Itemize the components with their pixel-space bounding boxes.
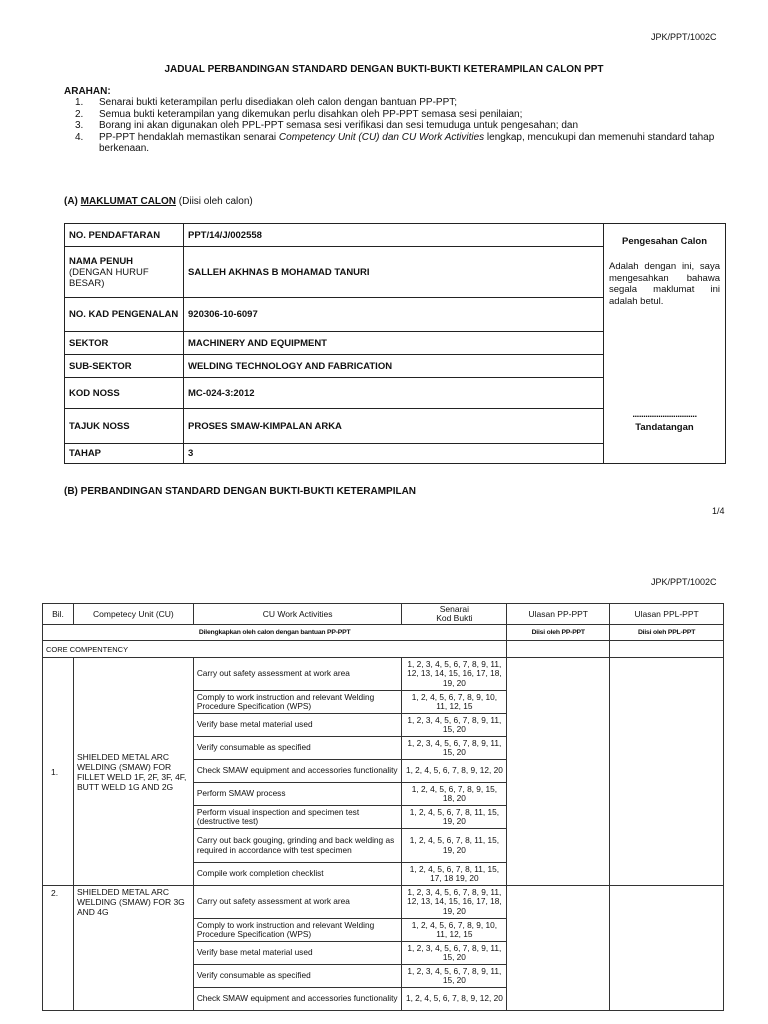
section-a-title: MAKLUMAT CALON xyxy=(80,196,177,207)
subheader-row xyxy=(43,625,724,641)
instruction-number: 4. xyxy=(75,131,84,143)
header-kod-line2: Kod Bukti xyxy=(436,613,473,623)
field-label: TAJUK NOSS xyxy=(65,409,184,444)
field-value[interactable]: PROSES SMAW-KIMPALAN ARKA xyxy=(184,409,604,444)
section-a-note: (Diisi oleh calon) xyxy=(176,196,253,207)
field-label-sub: (DENGAN HURUF BESAR) xyxy=(69,266,149,289)
doc-reference: JPK/PPT/1002C xyxy=(651,577,717,587)
header-cu: Competecy Unit (CU) xyxy=(73,604,193,625)
evidence-codes: 1, 2, 4, 5, 6, 7, 8, 11, 15, 19, 20 xyxy=(402,829,507,863)
instruction-number: 1. xyxy=(75,97,84,108)
page-number: 1/4 xyxy=(712,506,725,516)
confirmation-heading: Pengesahan Calon xyxy=(622,236,707,247)
evidence-codes: 1, 2, 4, 5, 6, 7, 8, 9, 10, 11, 12, 15 xyxy=(402,691,507,714)
field-label: NO. KAD PENGENALAN xyxy=(65,298,184,332)
field-value[interactable]: MC-024-3:2012 xyxy=(184,378,604,409)
field-value[interactable]: SALLEH AKHNAS B MOHAMAD TANURI xyxy=(184,247,604,298)
section-b-heading: (B) PERBANDINGAN STANDARD DENGAN BUKTI-BUKTI KETERAMPILAN xyxy=(64,486,417,497)
table-row xyxy=(43,886,724,919)
section-a-heading xyxy=(64,196,253,207)
ulasan-pp-cell[interactable] xyxy=(507,886,610,1011)
instruction-text xyxy=(95,132,724,155)
work-activity: Check SMAW equipment and accessories functionality xyxy=(193,760,402,783)
work-activity: Verify consumable as specified xyxy=(193,737,402,760)
header-ulasan-ppl: Ulasan PPL-PPT xyxy=(610,604,724,625)
subheader-pp: Diisi oleh PP-PPT xyxy=(507,625,610,641)
field-value[interactable]: 920306-10-6097 xyxy=(184,298,604,332)
field-value[interactable]: PPT/14/J/002558 xyxy=(184,224,604,247)
field-label-main: NAMA PENUH xyxy=(69,255,134,267)
evidence-codes: 1, 2, 3, 4, 5, 6, 7, 8, 9, 11, 12, 13, 14, 15, 16, 17, 18, 19, 20 xyxy=(402,886,507,919)
instruction-text-pre: PP-PPT hendaklah memastikan senarai xyxy=(99,131,279,143)
instruction-item xyxy=(64,120,724,132)
competency-table xyxy=(42,603,724,1011)
unit-number: 2. xyxy=(43,886,74,1011)
evidence-codes: 1, 2, 3, 4, 5, 6, 7, 8, 9, 11, 15, 20 xyxy=(402,942,507,965)
evidence-codes: 1, 2, 3, 4, 5, 6, 7, 8, 9, 11, 12, 13, 14, 15, 16, 17, 18, 19, 20 xyxy=(402,658,507,691)
core-row xyxy=(43,641,724,658)
evidence-codes: 1, 2, 3, 4, 5, 6, 7, 8, 9, 11, 15, 20 xyxy=(402,714,507,737)
work-activity: Verify base metal material used xyxy=(193,714,402,737)
instruction-item xyxy=(64,109,724,121)
evidence-codes: 1, 2, 4, 5, 6, 7, 8, 9, 15, 18, 20 xyxy=(402,783,507,806)
field-value[interactable]: WELDING TECHNOLOGY AND FABRICATION xyxy=(184,355,604,378)
work-activity: Verify base metal material used xyxy=(193,942,402,965)
instruction-number: 2. xyxy=(75,108,84,120)
ulasan-ppl-cell[interactable] xyxy=(610,886,724,1011)
ulasan-pp-cell[interactable] xyxy=(507,641,610,658)
core-competency-label: CORE COMPENTENCY xyxy=(43,641,507,658)
work-activity: Comply to work instruction and relevant Welding Procedure Specification (WPS) xyxy=(193,919,402,942)
instruction-text-post: lengkap, mencukupi dan memenuhi standard tahap berkenaan. xyxy=(99,131,715,154)
section-a-prefix: (A) xyxy=(64,196,81,207)
competency-unit: SHIELDED METAL ARC WELDING (SMAW) FOR FILLET WELD 1F, 2F, 3F, 4F, BUTT WELD 1G AND 2G xyxy=(73,658,193,886)
instruction-text: Borang ini akan digunakan oleh PPL-PPT semasa sesi verifikasi dan sesi temuduga untuk pengesahan; dan xyxy=(99,120,579,131)
header-kod-bukti xyxy=(402,604,507,625)
field-value[interactable]: MACHINERY AND EQUIPMENT xyxy=(184,332,604,355)
ulasan-ppl-cell[interactable] xyxy=(610,658,724,886)
ulasan-pp-cell[interactable] xyxy=(507,658,610,886)
field-label: KOD NOSS xyxy=(65,378,184,409)
candidate-info-table xyxy=(64,223,726,464)
subheader-ppl: Diisi oleh PPL-PPT xyxy=(610,625,724,641)
doc-reference: JPK/PPT/1002C xyxy=(651,32,717,42)
evidence-codes: 1, 2, 4, 5, 6, 7, 8, 9, 12, 20 xyxy=(402,760,507,783)
header-kod-line1: Senarai xyxy=(439,604,470,614)
field-label: SUB-SEKTOR xyxy=(65,355,184,378)
field-label: SEKTOR xyxy=(65,332,184,355)
evidence-codes: 1, 2, 4, 5, 6, 7, 8, 9, 12, 20 xyxy=(402,988,507,1011)
work-activity: Compile work completion checklist xyxy=(193,863,402,886)
evidence-codes: 1, 2, 4, 5, 6, 7, 8, 11, 15, 17, 18 19, 20 xyxy=(402,863,507,886)
instruction-item xyxy=(64,97,724,109)
work-activity: Carry out back gouging, grinding and back welding as required in accordance with test specimen xyxy=(193,829,402,863)
confirmation-text: Adalah dengan ini, saya mengesahkan bahawa segala maklumat ini adalah betul. xyxy=(609,261,720,307)
signature-label: Tandatangan xyxy=(635,422,694,433)
work-activity: Comply to work instruction and relevant Welding Procedure Specification (WPS) xyxy=(193,691,402,714)
table-row xyxy=(43,658,724,691)
instruction-text: Semua bukti keterampilan yang dikemukan perlu disahkan oleh PP-PPT semasa sesi penilaian; xyxy=(99,108,523,120)
work-activity: Perform SMAW process xyxy=(193,783,402,806)
instruction-text-italic: Competency Unit (CU) dan CU Work Activities xyxy=(278,131,485,143)
unit-number: 1. xyxy=(43,658,74,886)
document-title: JADUAL PERBANDINGAN STANDARD DENGAN BUKTI-BUKTI KETERAMPILAN CALON PPT xyxy=(164,64,604,75)
signature-line[interactable]: .............................. xyxy=(632,409,697,420)
header-row xyxy=(43,604,724,625)
instruction-text: Senarai bukti keterampilan perlu disediakan oleh calon dengan bantuan PP-PPT; xyxy=(99,97,458,108)
evidence-codes: 1, 2, 3, 4, 5, 6, 7, 8, 9, 11, 15, 20 xyxy=(402,737,507,760)
field-label xyxy=(65,247,184,298)
field-label: TAHAP xyxy=(65,444,184,464)
field-value[interactable]: 3 xyxy=(184,444,604,464)
instructions-list xyxy=(64,97,724,155)
instruction-item xyxy=(64,132,724,155)
competency-unit: SHIELDED METAL ARC WELDING (SMAW) FOR 3G AND 4G xyxy=(73,886,193,1011)
header-activities: CU Work Activities xyxy=(193,604,402,625)
work-activity: Perform visual inspection and specimen test (destructive test) xyxy=(193,806,402,829)
work-activity: Carry out safety assessment at work area xyxy=(193,886,402,919)
info-row xyxy=(65,224,726,247)
field-label: NO. PENDAFTARAN xyxy=(65,224,184,247)
evidence-codes: 1, 2, 3, 4, 5, 6, 7, 8, 9, 11, 15, 20 xyxy=(402,965,507,988)
evidence-codes: 1, 2, 4, 5, 6, 7, 8, 9, 10, 11, 12, 15 xyxy=(402,919,507,942)
candidate-confirmation-box xyxy=(604,224,726,464)
work-activity: Verify consumable as specified xyxy=(193,965,402,988)
work-activity: Check SMAW equipment and accessories functionality xyxy=(193,988,402,1011)
header-ulasan-pp: Ulasan PP-PPT xyxy=(507,604,610,625)
instruction-number: 3. xyxy=(75,120,84,131)
header-bil: Bil. xyxy=(43,604,74,625)
ulasan-ppl-cell[interactable] xyxy=(610,641,724,658)
instructions-heading: ARAHAN: xyxy=(64,86,111,97)
subheader-candidate: Dilengkapkan oleh calon dengan bantuan PP-PPT xyxy=(43,625,507,641)
evidence-codes: 1, 2, 4, 5, 6, 7, 8, 11, 15, 19, 20 xyxy=(402,806,507,829)
work-activity: Carry out safety assessment at work area xyxy=(193,658,402,691)
